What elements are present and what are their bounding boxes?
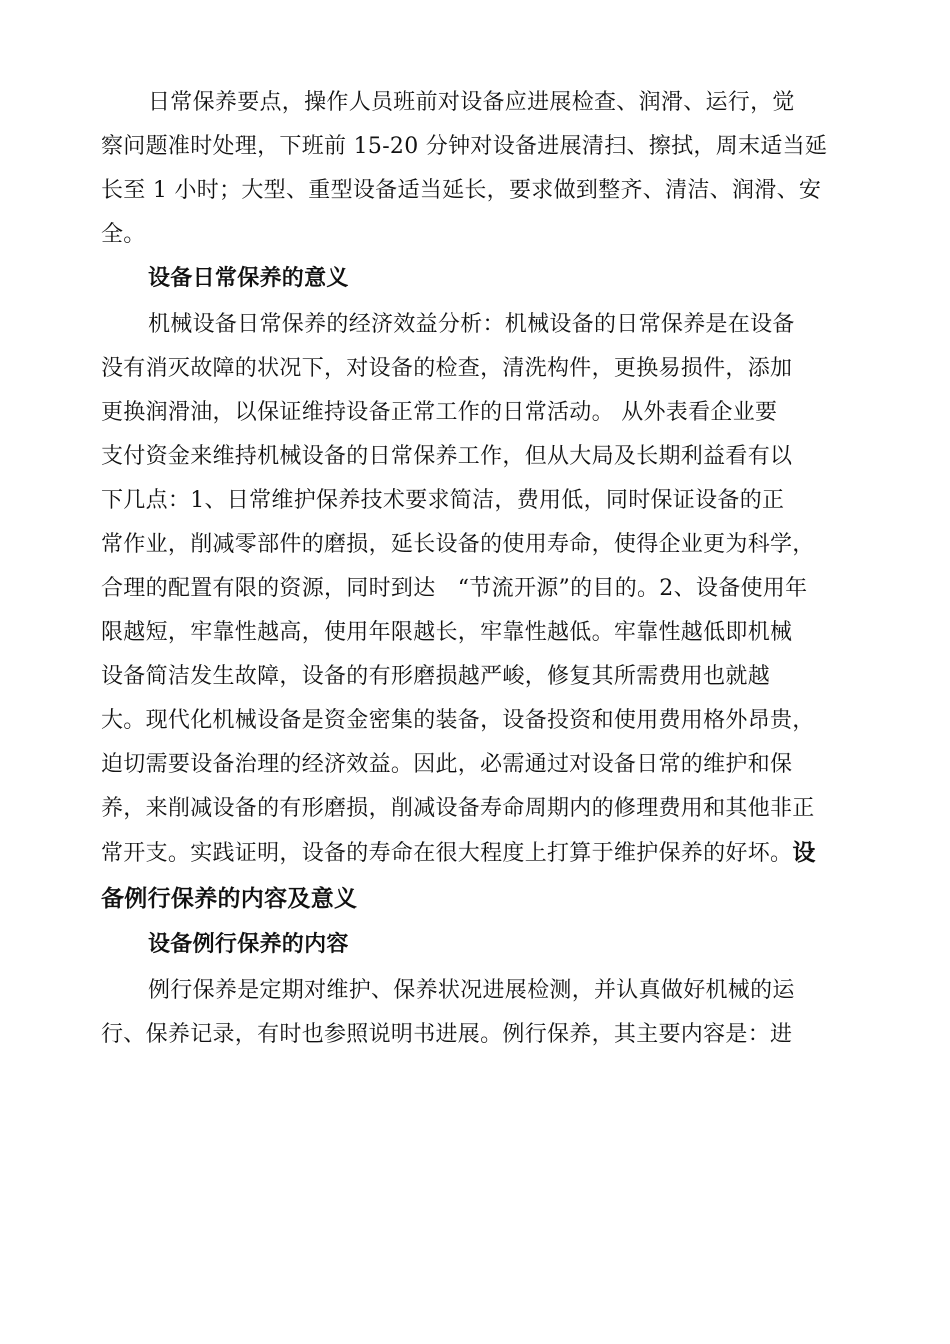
paragraph-line: 察问题准时处理，下班前 15-20 分钟对设备进展清扫、擦拭，周末适当延	[101, 134, 828, 159]
paragraph-line: 更换润滑油，以保证维持设备正常工作的日常活动。 从外表看企业要	[101, 400, 778, 425]
section-heading: 备例行保养的内容及意义	[101, 886, 358, 912]
paragraph-line: 日常保养要点，操作人员班前对设备应进展检查、润滑、运行，觉	[148, 90, 795, 115]
paragraph-line: 合理的配置有限的资源，同时到达 “节流开源”的目的。2、设备使用年	[101, 576, 808, 601]
paragraph-line: 设备简洁发生故障，设备的有形磨损越严峻，修复其所需费用也就越	[101, 664, 771, 689]
section-heading-start: 设	[792, 840, 816, 866]
paragraph-line: 全。	[101, 222, 146, 247]
paragraph-text: 常开支。实践证明，设备的寿命在很大程度上打算于维护保养的好坏。	[101, 841, 793, 866]
paragraph-line: 养，来削减设备的有形磨损，削减设备寿命周期内的修理费用和其他非正	[101, 796, 815, 821]
paragraph-line: 长至 1 小时；大型、重型设备适当延长，要求做到整齐、清洁、润滑、安	[101, 178, 822, 203]
paragraph-line: 迫切需要设备治理的经济效益。因此，必需通过对设备日常的维护和保	[101, 752, 793, 777]
paragraph-line: 例行保养是定期对维护、保养状况进展检测，并认真做好机械的运	[148, 978, 795, 1003]
paragraph-line: 大。现代化机械设备是资金密集的装备，设备投资和使用费用格外昂贵，	[101, 708, 815, 733]
paragraph-line: 限越短，牢靠性越高，使用年限越长，牢靠性越低。牢靠性越低即机械	[101, 620, 793, 645]
paragraph-line	[101, 838, 816, 869]
paragraph-line: 没有消灭故障的状况下，对设备的检查，清洗构件，更换易损件，添加	[101, 356, 793, 381]
paragraph-line: 机械设备日常保养的经济效益分析：机械设备的日常保养是在设备	[148, 312, 795, 337]
subsection-heading: 设备例行保养的内容	[148, 932, 349, 957]
paragraph-line: 下几点：1、日常维护保养技术要求简洁，费用低，同时保证设备的正	[101, 488, 785, 513]
section-heading: 设备日常保养的意义	[148, 266, 349, 291]
paragraph-line: 行、保养记录，有时也参照说明书进展。例行保养，其主要内容是：进	[101, 1022, 793, 1047]
paragraph-line: 常作业，削减零部件的磨损，延长设备的使用寿命，使得企业更为科学，	[101, 532, 815, 557]
paragraph-line: 支付资金来维持机械设备的日常保养工作，但从大局及长期利益看有以	[101, 444, 793, 469]
